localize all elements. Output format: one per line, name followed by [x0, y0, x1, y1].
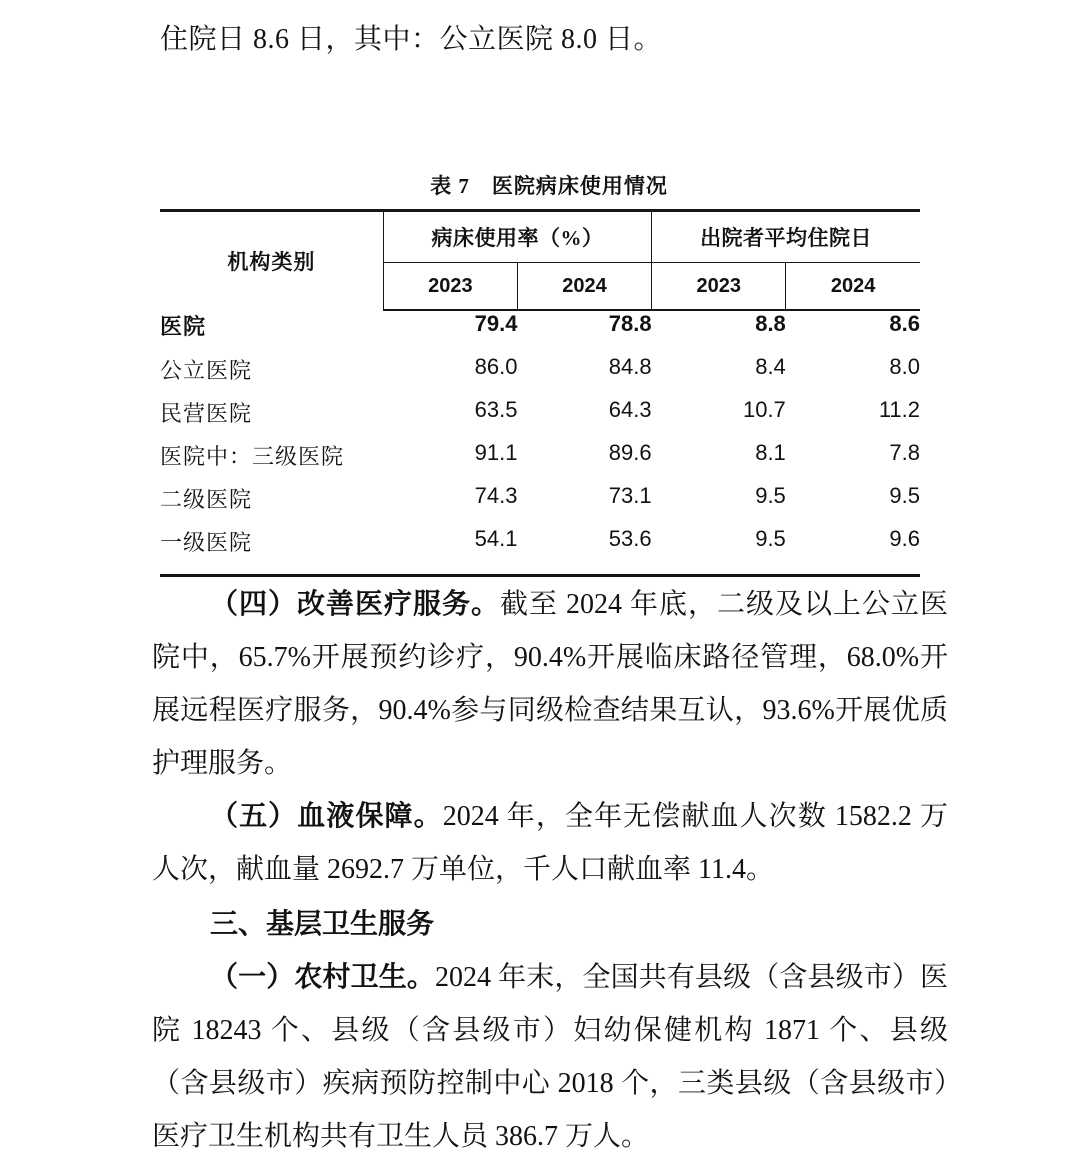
table-cell-value: 63.5: [474, 397, 518, 422]
table-body: [160, 310, 920, 576]
table-cell-value: 9.6: [786, 526, 920, 576]
table-cell-value: 86.0: [474, 354, 518, 379]
table-cell-value: 11.2: [878, 397, 920, 422]
table-cell-value: 78.8: [608, 311, 652, 336]
hospital-bed-usage-table: [160, 209, 920, 577]
table-head-group-row: [160, 211, 920, 263]
table-cell-value: 91.1: [474, 440, 518, 465]
table-row: [160, 397, 920, 440]
paragraph-body: 2024 年末，全国共有县级（含县级市）医院 18243 个、县级（含县级市）妇幼保健机构 1871 个、县级（含县级市）疾病预防控制中心 2018 个，三类县级（含县级市）医疗卫生机构共有卫生人员 386.7 万人。: [152, 962, 948, 1152]
header-year-rate-2024: 2024: [517, 263, 651, 311]
table-cell-value: 7.8: [889, 440, 920, 465]
table-row: [160, 483, 920, 526]
table-row: [160, 526, 920, 576]
header-group-average-stay: 出院者平均住院日: [652, 211, 920, 263]
table-row-label: 医院中：三级医院: [160, 444, 345, 469]
table-cell-value: 8.1: [755, 440, 786, 465]
table-cell-value: 74.3: [474, 483, 518, 508]
table-cell-value: 8.4: [755, 354, 786, 379]
continuation-text: 住院日 8.6 日，其中：公立医院 8.0 日。: [160, 24, 663, 55]
table-cell-value: 9.5: [889, 483, 920, 508]
table-cell-value: 8.6: [889, 311, 920, 336]
paragraph-rural-health: [152, 951, 948, 1163]
table-row-label: 医院: [160, 314, 207, 339]
table-cell-value: 54.1: [383, 526, 517, 576]
table-row-label: 民营医院: [160, 401, 253, 426]
table-cell-value: 73.1: [608, 483, 652, 508]
header-year-rate-2023: 2023: [383, 263, 517, 311]
paragraph-body: 2024 年，全年无偿献血人次数 1582.2 万人次，献血量 2692.7 万单位，千人口献血率 11.4。: [152, 801, 948, 885]
table-cell-value: 9.5: [755, 483, 786, 508]
paragraph-lead: （一）农村卫生。: [210, 962, 435, 993]
table-row: [160, 354, 920, 397]
table-cell-value: 10.7: [742, 397, 786, 422]
table-block: [160, 170, 920, 577]
paragraph-body: 截至 2024 年底，二级及以上公立医院中，65.7%开展预约诊疗，90.4%开展临床路径管理，68.0%开展远程医疗服务，90.4%参与同级检查结果互认，93.6%开展优质护理服务。: [152, 589, 948, 779]
table-row: [160, 310, 920, 354]
paragraph-lead: （四）改善医疗服务。: [210, 589, 500, 620]
section-heading-primary-health-services: 三、基层卫生服务: [210, 909, 435, 940]
table-row: [160, 440, 920, 483]
table-cell-value: 53.6: [517, 526, 651, 576]
header-year-stay-2023: 2023: [652, 263, 786, 311]
table-row-label: 一级医院: [160, 526, 383, 576]
table-head: [160, 211, 920, 311]
table-row-label: 二级医院: [160, 487, 253, 512]
table-row-label: 公立医院: [160, 358, 253, 383]
table-caption: 表 7 医院病床使用情况: [430, 174, 668, 198]
table-cell-value: 8.8: [755, 311, 786, 336]
table-cell-value: 9.5: [652, 526, 786, 576]
table-cell-value: 79.4: [474, 311, 518, 336]
table-cell-value: 8.0: [889, 354, 920, 379]
paragraph-lead: （五）血液保障。: [210, 801, 443, 832]
body-text: [152, 578, 948, 1163]
header-group-bed-usage-rate: 病床使用率（%）: [383, 211, 651, 263]
table-cell-value: 64.3: [608, 397, 652, 422]
table-cell-value: 84.8: [608, 354, 652, 379]
paragraph-improve-medical-services: [152, 578, 948, 790]
paragraph-blood-supply: [152, 790, 948, 896]
header-row-label: 机构类别: [160, 211, 383, 311]
header-year-stay-2024: 2024: [786, 263, 920, 311]
table-cell-value: 89.6: [608, 440, 652, 465]
